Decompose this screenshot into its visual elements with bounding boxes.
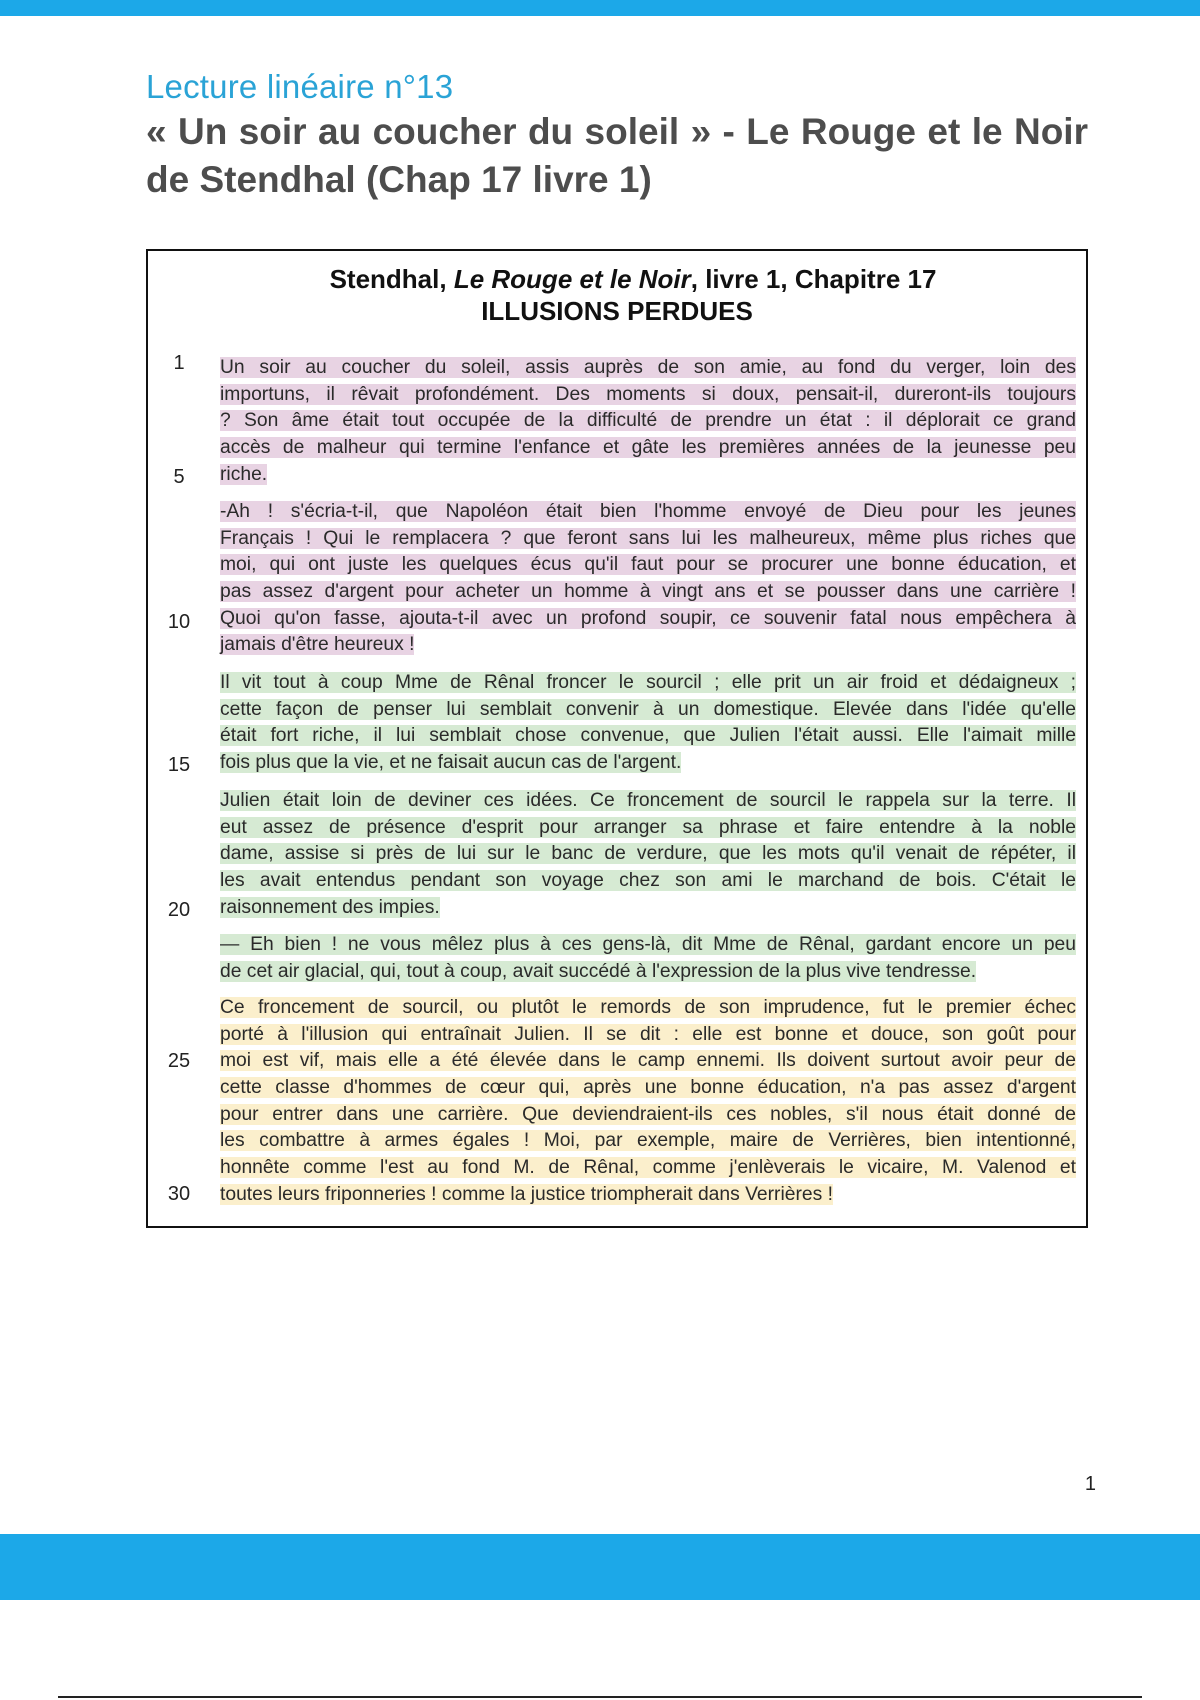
text-line: importuns, il rêvait profondément. Des moments si doux, pensait-il, dureront-ils toujours bbox=[220, 383, 1076, 405]
paragraph-4 bbox=[220, 788, 1076, 921]
line-number: 25 bbox=[167, 1050, 191, 1072]
text-line: Il vit tout à coup Mme de Rênal froncer le sourcil ; elle prit un air froid et dédaigneux ; bbox=[220, 672, 1076, 693]
paragraph-2 bbox=[220, 499, 1076, 659]
text-line: porté à l'illusion qui entraînait Julien. Il se dit : elle est bonne et douce, son goût pour bbox=[220, 1023, 1076, 1045]
text-line: les combattre à armes égales ! Moi, par exemple, maire de Verrières, bien intentionné, bbox=[220, 1130, 1076, 1152]
paragraph-5 bbox=[220, 932, 1076, 985]
text-line: Julien était loin de deviner ces idées. Ce froncement de sourcil le rappela sur la terre. Il bbox=[220, 790, 1076, 811]
line-number: 1 bbox=[173, 352, 185, 374]
bottom-divider bbox=[58, 1696, 1142, 1698]
text-line: jamais d'être heureux ! bbox=[220, 634, 415, 656]
text-line: moi est vif, mais elle a été élevée dans le camp ennemi. Ils doivent surtout avoir peur de bbox=[220, 1050, 1076, 1072]
text-line: pas assez d'argent pour acheter un homme à vingt ans et se pousser dans une carrière ! bbox=[220, 581, 1076, 603]
page-number: 1 bbox=[1084, 1473, 1096, 1495]
text-line: fois plus que la vie, et ne faisait aucun cas de l'argent. bbox=[220, 752, 682, 774]
text-line: cette façon de penser lui semblait convenir à un domestique. Elevée dans l'idée qu'elle bbox=[220, 698, 1076, 720]
text-line: cette classe d'hommes de cœur qui, après une bonne éducation, n'a pas assez d'argent bbox=[220, 1077, 1076, 1099]
left-border-segment bbox=[146, 341, 148, 349]
text-line: — Eh bien ! ne vous mêlez plus à ces gens-là, dit Mme de Rênal, gardant encore un peu bbox=[220, 934, 1076, 955]
text-line: -Ah ! s'écria-t-il, que Napoléon était bien l'homme envoyé de Dieu pour les jeunes bbox=[220, 501, 1076, 522]
extract-chapter-ref: , livre 1, Chapitre 17 bbox=[690, 264, 937, 294]
line-number: 10 bbox=[167, 611, 191, 633]
text-line: de cet air glacial, qui, tout à coup, avait succédé à l'expression de la plus vive tendresse. bbox=[220, 960, 977, 982]
text-line: était fort riche, il lui semblait chose convenue, que Julien l'était aussi. Elle l'aimait mille bbox=[220, 725, 1076, 747]
paragraph-3 bbox=[220, 670, 1076, 777]
extract-box bbox=[146, 249, 1088, 1228]
text-line: ? Son âme était tout occupée de la difficulté de prendre un état : il déplorait ce grand bbox=[220, 410, 1076, 432]
lesson-subtitle: Lecture linéaire n°13 bbox=[146, 68, 454, 105]
text-line: toutes leurs friponneries ! comme la justice triompherait dans Verrières ! bbox=[220, 1183, 833, 1205]
paragraph-1 bbox=[220, 355, 1076, 488]
text-line: pour entrer dans une carrière. Que deviendraient-ils ces nobles, s'il nous était donné de bbox=[220, 1103, 1076, 1125]
text-line: raisonnement des impies. bbox=[220, 896, 440, 918]
text-line: Ce froncement de sourcil, ou plutôt le remords de son imprudence, fut le premier échec bbox=[220, 997, 1076, 1018]
extract-work-title: Le Rouge et le Noir bbox=[453, 264, 691, 294]
line-number: 30 bbox=[167, 1183, 191, 1205]
text-line: honnête comme l'est au fond M. de Rênal, comme j'enlèverais le vicaire, M. Valenod et bbox=[220, 1157, 1076, 1179]
text-line: dame, assise si près de lui sur le banc de verdure, que les mots qu'il venait de répéter, il bbox=[220, 843, 1076, 865]
page-title: « Un soir au coucher du soleil » - Le Rouge et le Noir de Stendhal (Chap 17 livre 1) bbox=[146, 111, 1088, 200]
bottom-accent-bar bbox=[0, 1534, 1200, 1600]
text-line: riche. bbox=[220, 463, 268, 485]
text-line: Un soir au coucher du soleil, assis auprès de son amie, au fond du verger, loin des bbox=[220, 357, 1076, 378]
extract-header bbox=[148, 263, 1086, 327]
extract-author: Stendhal, bbox=[329, 264, 454, 294]
line-number: 5 bbox=[173, 466, 185, 488]
text-line: les avait entendus pendant son voyage chez son ami le marchand de bois. C'était le bbox=[220, 870, 1076, 892]
line-number: 15 bbox=[167, 754, 191, 776]
text-line: Français ! Qui le remplacera ? que feront sans lui les malheureux, même plus riches que bbox=[220, 527, 1076, 549]
text-line: accès de malheur qui termine l'enfance et gâte les premières années de la jeunesse peu bbox=[220, 437, 1076, 459]
text-line: eut assez de présence d'esprit pour arranger sa phrase et faire entendre à la noble bbox=[220, 816, 1076, 838]
paragraph-6 bbox=[220, 995, 1076, 1209]
extract-reference bbox=[148, 263, 1086, 295]
text-line: moi, qui ont juste les quelques écus qu'il faut pour se procurer une bonne éducation, et bbox=[220, 554, 1076, 576]
line-number: 20 bbox=[167, 899, 191, 921]
chapter-title: ILLUSIONS PERDUES bbox=[481, 296, 753, 326]
top-accent-bar bbox=[0, 0, 1200, 16]
text-line: Quoi qu'on fasse, ajouta-t-il avec un profond soupir, ce souvenir fatal nous empêchera à bbox=[220, 607, 1076, 629]
